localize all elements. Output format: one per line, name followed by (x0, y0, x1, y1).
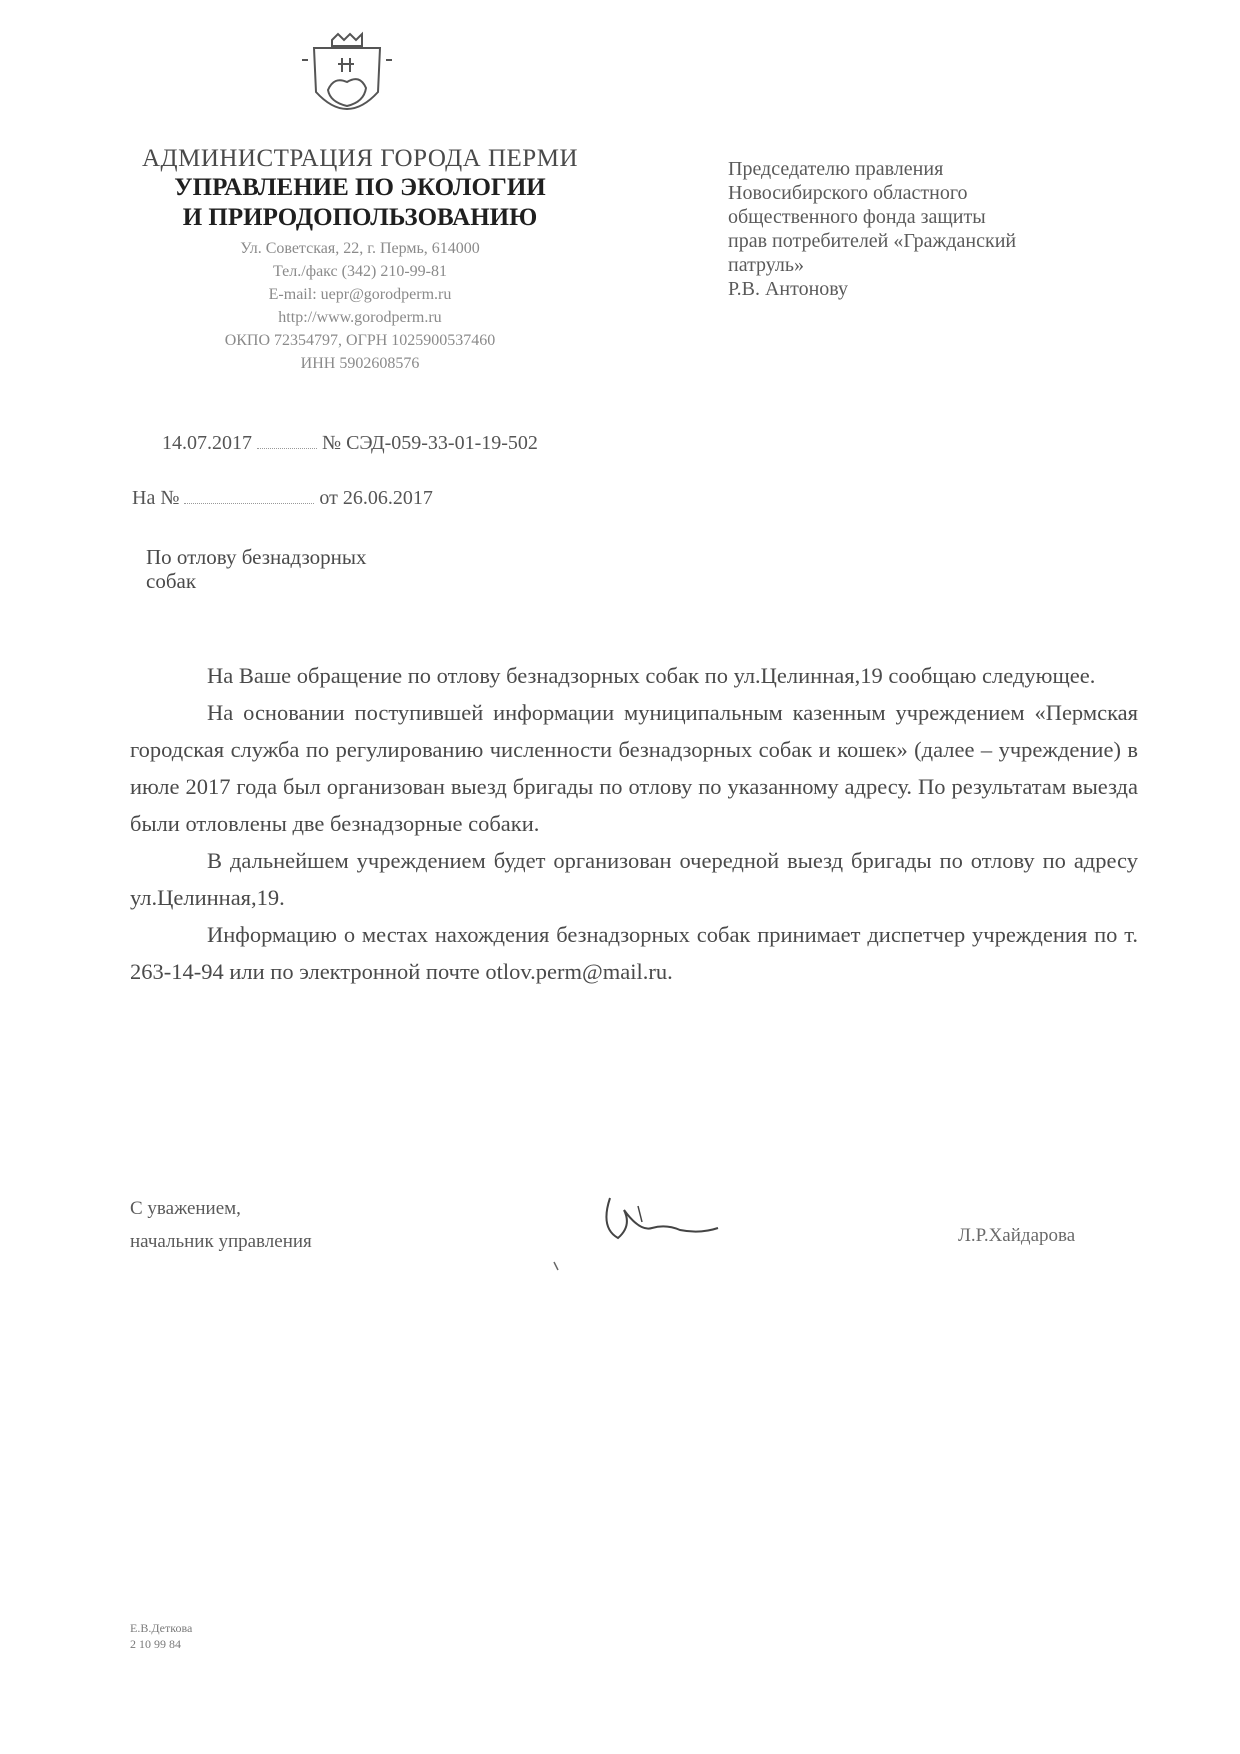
sender-phone: Тел./факс (342) 210-99-81 (273, 263, 447, 280)
sender-inn: ИНН 5902608576 (300, 355, 420, 372)
reply-date: 26.06.2017 (342, 487, 433, 509)
registration-date: 14.07.2017 (162, 432, 252, 454)
coat-of-arms-emblem (292, 30, 402, 130)
department-name-line1: УПРАВЛЕНИЕ ПО ЭКОЛОГИИ (174, 174, 546, 201)
addressee-line: Р.В. Антонову (728, 278, 849, 300)
subject-line1: По отлову безнадзорных (146, 545, 367, 569)
body-paragraph-2: На основании поступившей информации муниципальным казенным учреждением «Пермская городская служба по регулированию численности безнадзорных собак и кошек» (далее – учреждение) в июле 2017 года был организован выезд бригады по отлову по указанному адресу. По результатам выезда были отловлены две безнадзорные собаки. (130, 700, 1138, 836)
signature-block (130, 1192, 312, 1258)
letter-body (130, 657, 1138, 990)
executor-name: Е.В.Деткова (130, 1621, 193, 1635)
letter-subject (146, 545, 367, 593)
sender-address: Ул. Советская, 22, г. Пермь, 614000 (240, 240, 480, 257)
sender-codes: ОКПО 72354797, ОГРН 1025900537460 (224, 332, 496, 349)
addressee-line: общественного фонда защиты (728, 206, 986, 228)
registration-line (162, 432, 538, 455)
addressee-line: Новосибирского областного (728, 182, 968, 204)
addressee-line: патруль» (728, 254, 805, 276)
handwritten-signature (540, 1188, 760, 1278)
body-paragraph-4: Информацию о местах нахождения безнадзорных собак принимает диспетчер учреждения по т. 263-14-94 или по электронной почте otlov.perm@mail.ru. (130, 922, 1138, 984)
addressee-block (728, 157, 1168, 301)
executor-block (130, 1620, 192, 1652)
registration-number-prefix: № (322, 432, 342, 454)
subject-line2: собак (146, 569, 197, 593)
administration-name: АДМИНИСТРАЦИЯ ГОРОДА ПЕРМИ (141, 145, 578, 172)
registration-number: СЭД-059-33-01-19-502 (346, 432, 538, 454)
sender-website: http://www.gorodperm.ru (278, 309, 442, 326)
addressee-line: Председателю правления (728, 158, 944, 180)
addressee-line: прав потребителей «Гражданский (728, 230, 1017, 252)
body-paragraph-3: В дальнейшем учреждением будет организован очередной выезд бригады по отлову по адресу ул.Целинная,19. (130, 848, 1138, 910)
executor-phone: 2 10 99 84 (130, 1637, 181, 1651)
signer-position: начальник управления (130, 1231, 312, 1252)
closing-phrase: С уважением, (130, 1198, 241, 1219)
sender-block (100, 145, 620, 375)
reply-from-label: от (319, 487, 338, 509)
signer-name: Л.Р.Хайдарова (958, 1225, 1076, 1246)
department-name-line2: И ПРИРОДОПОЛЬЗОВАНИЮ (182, 204, 538, 231)
sender-email: E-mail: uepr@gorodperm.ru (268, 286, 452, 303)
reply-line (132, 487, 433, 510)
body-paragraph-1: На Ваше обращение по отлову безнадзорных собак по ул.Целинная,19 сообщаю следующее. (207, 663, 1096, 688)
reply-prefix: На № (132, 487, 180, 509)
reply-number (184, 503, 314, 504)
